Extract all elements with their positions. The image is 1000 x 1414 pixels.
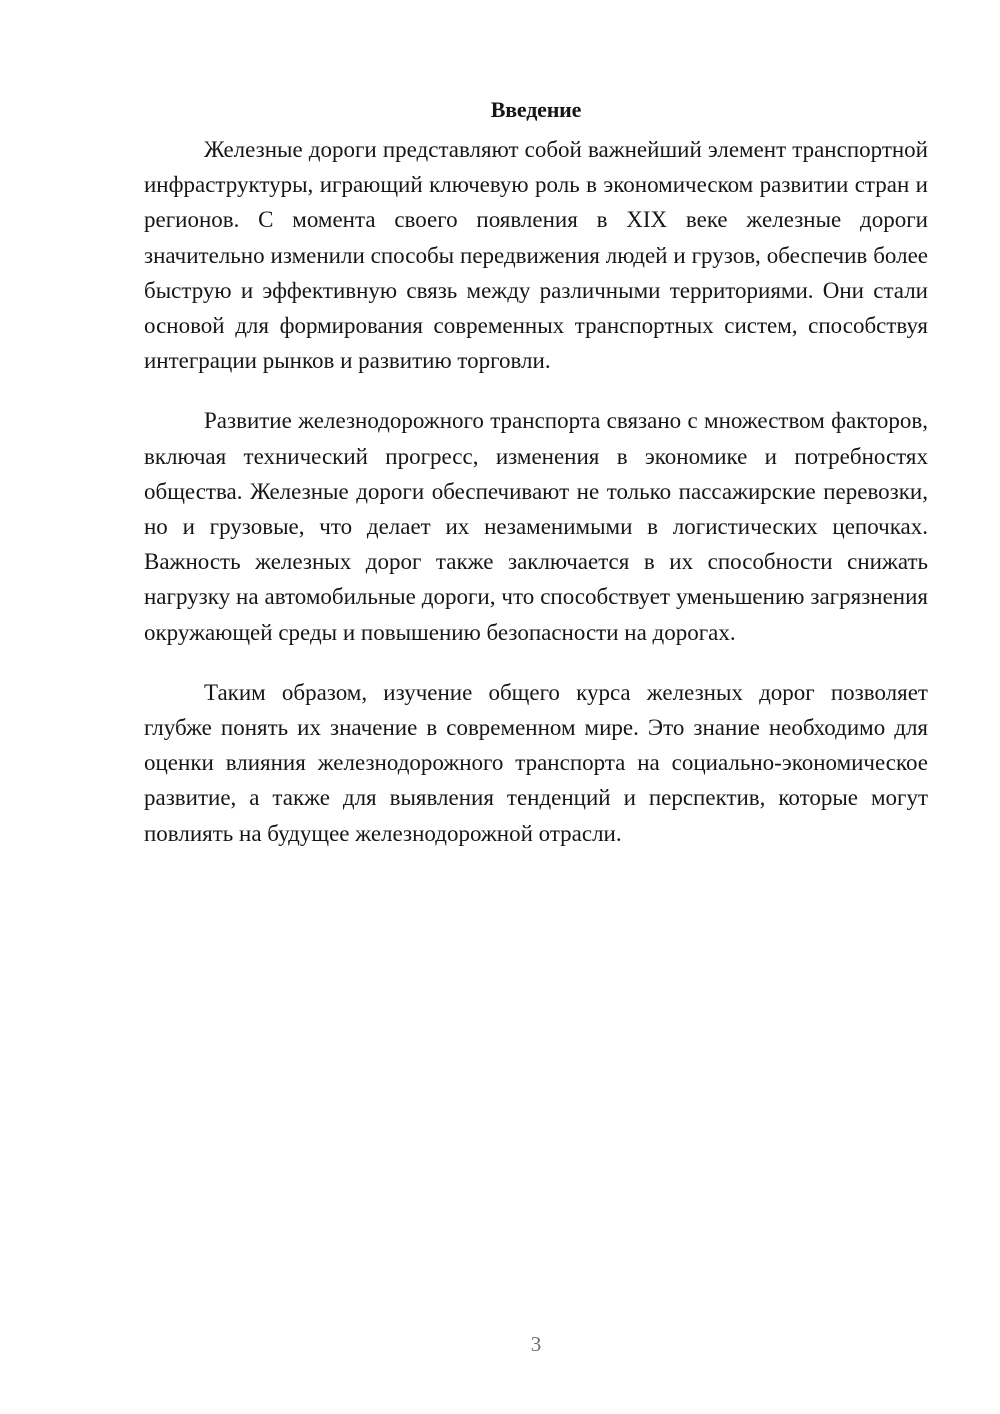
page-number: 3 — [530, 1332, 542, 1356]
section-heading: Введение — [490, 97, 582, 122]
paragraph-2: Развитие железнодорожного транспорта связано с множеством факторов, включая технический прогресс, изменения в экономике и потребностях общества. Железные дороги обеспечивают не только пассажирские перевозки, но и грузовые, что делает их незаменимыми в логистических цепочках. Важность железных дорог также заключается в их способности снижать нагрузку на автомобильные дороги, что способствует уменьшению загрязнения окружающей среды и повышению безопасности на дорогах. — [144, 408, 928, 645]
paragraph-1: Железные дороги представляют собой важнейший элемент транспортной инфраструктуры, играющий ключевую роль в экономическом развитии стран и регионов. С момента своего появления в XIX веке железные дороги значительно изменили способы передвижения людей и грузов, обеспечив более быструю и эффективную связь между различными территориями. Они стали основой для формирования современных транспортных систем, способствуя интеграции рынков и развитию торговли. — [144, 137, 928, 374]
paragraph-3: Таким образом, изучение общего курса железных дорог позволяет глубже понять их значение в современном мире. Это знание необходимо для оценки влияния железнодорожного транспорта на социально-экономическое развитие, а также для выявления тенденций и перспектив, которые могут повлиять на будущее железнодорожной отрасли. — [144, 679, 928, 846]
page-content — [144, 92, 928, 876]
